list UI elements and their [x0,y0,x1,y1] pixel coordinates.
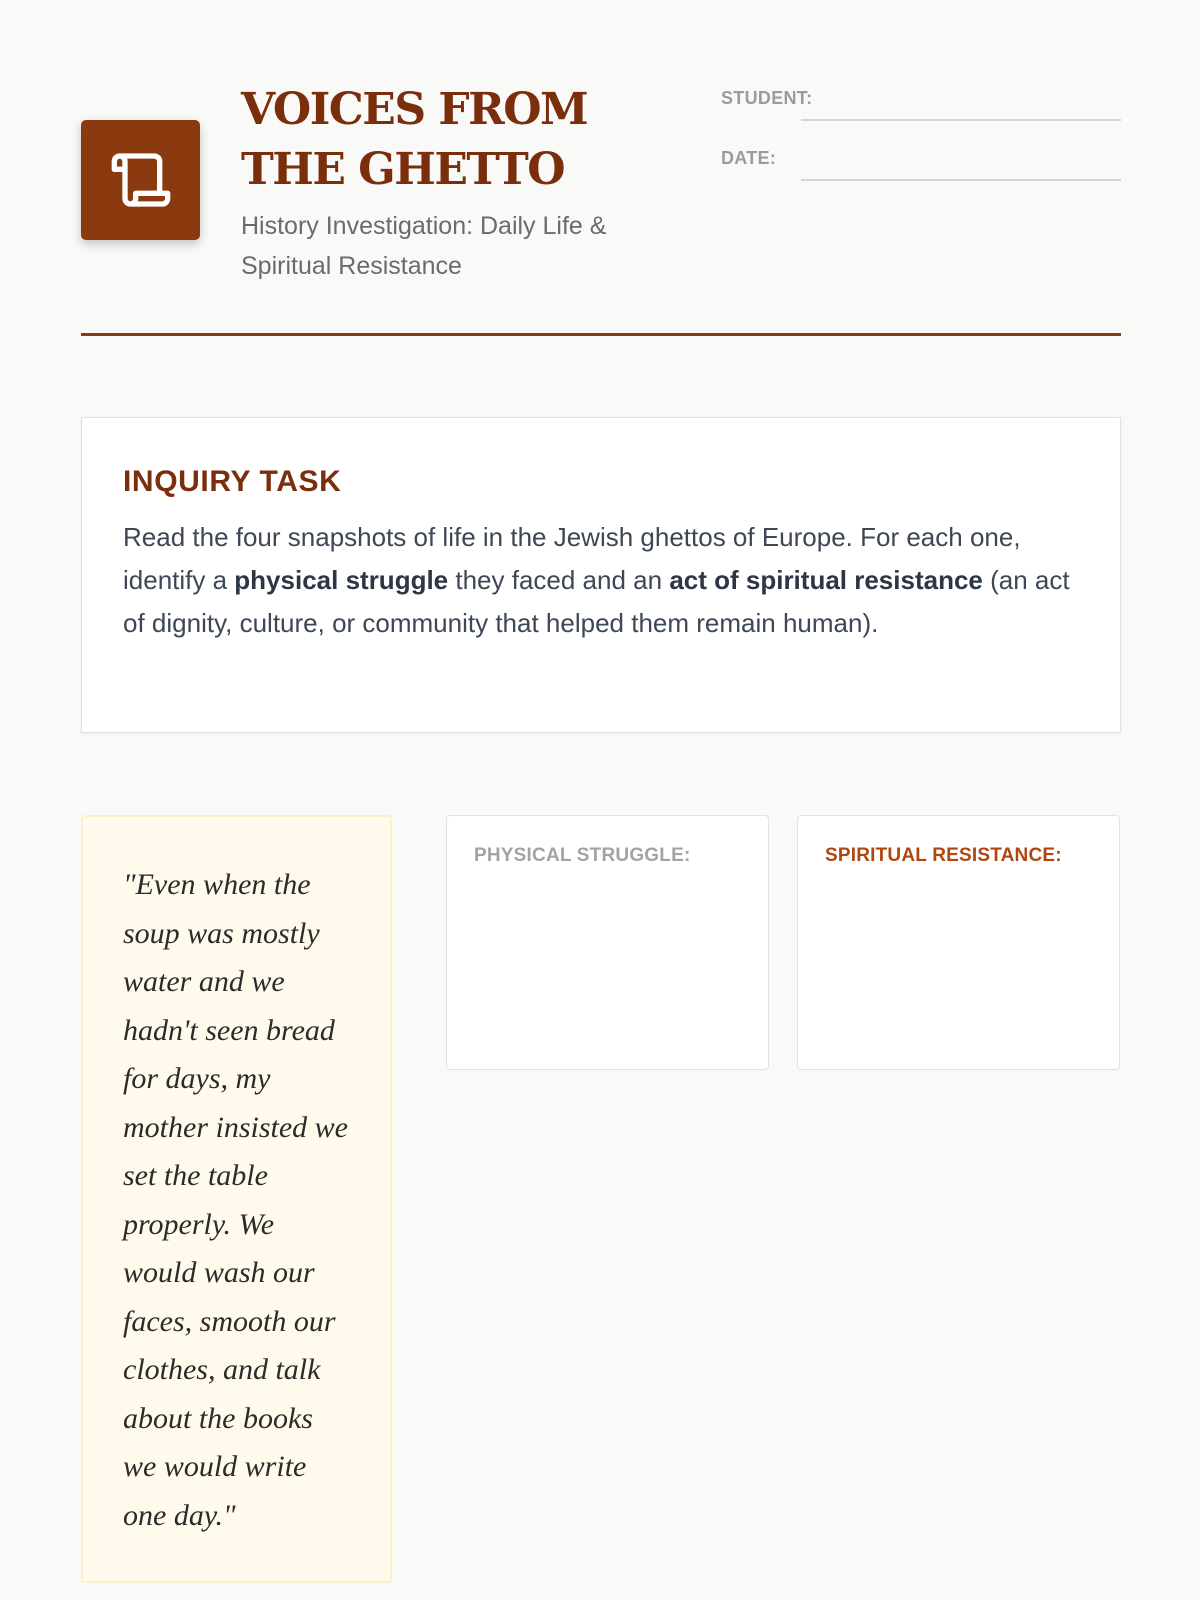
worksheet-header [81,80,1121,336]
task-emphasis-physical: physical struggle [234,565,449,595]
task-text-part: (an act of dignity, culture, or community that helped them remain human). [123,565,1070,638]
snapshot-quote-card [81,815,392,1583]
spiritual-resistance-label: SPIRITUAL RESISTANCE: [825,845,1062,866]
student-input-line[interactable] [801,119,1121,121]
spiritual-resistance-box[interactable] [797,815,1120,1070]
title-block [241,80,681,286]
physical-struggle-box[interactable] [446,815,769,1070]
inquiry-task-heading: INQUIRY TASK [123,465,342,498]
date-field [721,146,1121,206]
snapshot-quote: "Even when the soup was mostly water and we hadn't seen bread for days, my mother insisted we set the table properly. We would wash our faces, smooth our clothes, and talk about the books we would write one day." [123,868,348,1532]
date-input-line[interactable] [801,179,1121,181]
student-field [721,86,1121,146]
inquiry-task-text [123,516,1080,645]
inquiry-task-card [81,417,1121,733]
date-label: DATE: [721,148,777,168]
physical-struggle-label: PHYSICAL STRUGGLE: [474,845,691,866]
student-info [721,86,1121,206]
task-text-part: Read the four snapshots of life in the Jewish ghettos of Europe. For each one, identify a [123,522,1021,595]
student-label: STUDENT: [721,88,813,108]
page-subtitle: History Investigation: Daily Life & Spiritual Resistance [241,212,607,280]
page-title: VOICES FROM THE GHETTO [241,84,588,195]
header-divider [81,333,1121,336]
task-text-part: they faced and an [448,565,670,595]
scroll-icon [109,148,173,212]
logo [81,120,200,240]
task-emphasis-spiritual: act of spiritual resistance [669,565,983,595]
